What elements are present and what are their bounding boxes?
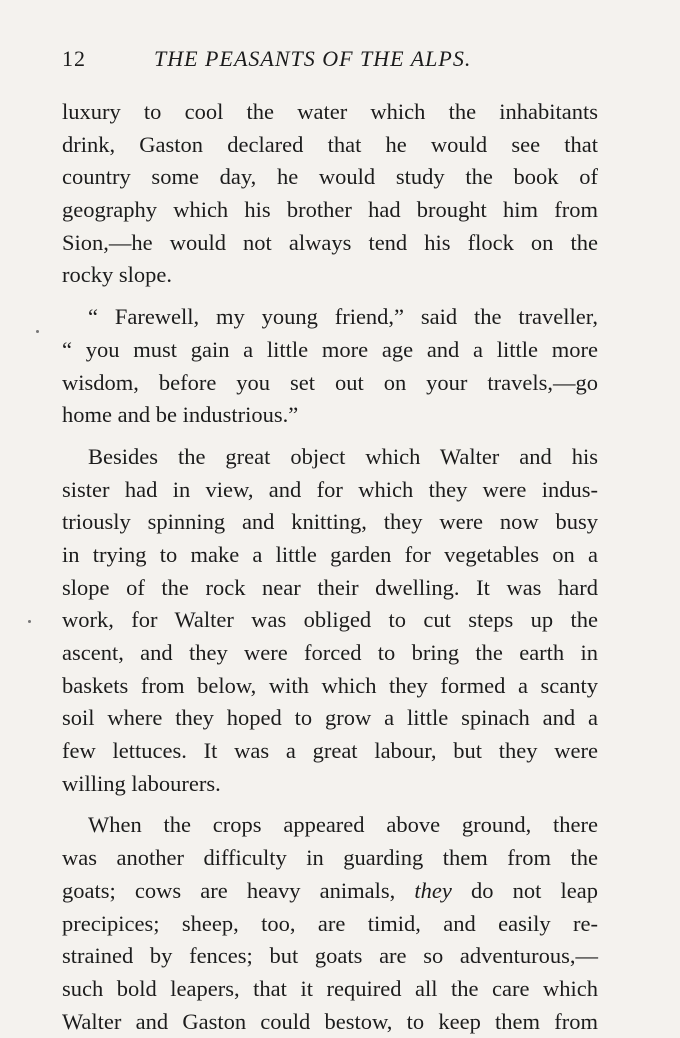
paragraph-4 [62,809,598,1038]
text-line: slope of the rock near their dwelling. It was hard [62,574,598,600]
text-line: luxury to cool the water which the inhabitants [62,99,598,124]
paragraph-3 [62,441,598,801]
text-line: soil where they hoped to grow a little spinach and a [62,705,598,731]
text-line: “ you must gain a little more age and a little more [62,336,598,362]
text-line: Walter and Gaston could bestow, to keep them from [62,1008,598,1034]
body-text [62,96,598,1038]
text-line: “ Farewell, my young friend,” said the traveller, [88,304,598,330]
page-header [62,46,618,78]
text-line: When the crops appeared above ground, there [88,812,598,838]
text-line: ascent, and they were forced to bring the earth in [62,640,598,665]
text-run: goats; cows are heavy animals, [62,877,415,903]
running-head: THE PEASANTS OF THE ALPS. [154,46,472,71]
text-line: such bold leapers, that it required all the care which [62,975,598,1001]
paragraph-1 [62,96,598,292]
text-line: in trying to make a little garden for vegetables on a [62,541,598,567]
text-line: strained by fences; but goats are so adventurous,— [62,943,598,969]
text-line: country some day, he would study the book of [62,164,598,190]
text-line: home and be industrious.” [62,402,299,428]
page-number: 12 [62,46,86,71]
paragraph-2 [62,301,598,432]
text-line: Besides the great object which Walter and his [88,443,598,469]
text-line: baskets from below, with which they formed a scanty [62,672,598,698]
text-line-with-italic [62,875,598,908]
text-line: sister had in view, and for which they were indus- [62,476,598,502]
text-line: geography which his brother had brought him from [62,197,598,223]
paper-speck [28,620,31,623]
text-line: was another difficulty in guarding them from the [62,845,598,871]
italic-word: they [414,877,452,903]
paper-speck [36,330,39,333]
text-line: drink, Gaston declared that he would see that [62,131,598,157]
text-line: triously spinning and knitting, they were now busy [62,509,598,535]
text-line: rocky slope. [62,262,172,288]
text-line: willing labourers. [62,770,221,796]
text-line: precipices; sheep, too, are timid, and easily re- [62,910,598,936]
text-line: wisdom, before you set out on your travels,—go [62,369,598,395]
text-line: Sion,—he would not always tend his flock on the [62,229,598,255]
text-line: few lettuces. It was a great labour, but they were [62,738,598,764]
text-run: do not leap [451,877,598,903]
text-line: work, for Walter was obliged to cut steps up the [62,607,598,633]
